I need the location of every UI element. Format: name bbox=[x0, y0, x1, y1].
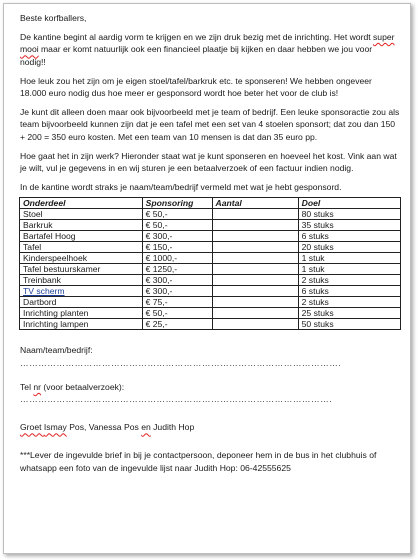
cell-onderdeel: Bartafel Hoog bbox=[20, 231, 143, 242]
name-field-line[interactable] bbox=[20, 344, 400, 368]
cell-sponsoring: € 300,- bbox=[142, 275, 212, 286]
cell-onderdeel: Tafel bestuurskamer bbox=[20, 264, 143, 275]
table-row bbox=[20, 253, 401, 264]
document-page bbox=[3, 3, 411, 554]
cell-aantal[interactable] bbox=[212, 286, 298, 297]
sponsor-paragraph: Hoe leuk zou het zijn om je eigen stoel/tafel/barkruk etc. te sponseren! We hebben ongeveer 18.000 euro nodig dus hoe meer er gesponsord wordt hoe beter het voor de club is! bbox=[20, 75, 372, 99]
cell-sponsoring: € 50,- bbox=[142, 220, 212, 231]
table-row bbox=[20, 231, 401, 242]
cell-doel: 2 stuks bbox=[298, 297, 400, 308]
footnote-instructions: ***Lever de ingevulde brief in bij je contactpersoon, deponeer hem in de bus in het clubhuis of whatsapp een foto van de ingevulde lijst naar Judith Hop: 06-42555625 bbox=[20, 450, 377, 473]
cell-onderdeel: TV scherm bbox=[20, 286, 143, 297]
cell-aantal[interactable] bbox=[212, 209, 298, 220]
cell-aantal[interactable] bbox=[212, 297, 298, 308]
table-header-row bbox=[20, 198, 401, 209]
cell-onderdeel: Kinderspeelhoek bbox=[20, 253, 143, 264]
cell-aantal[interactable] bbox=[212, 253, 298, 264]
phone-field-dots[interactable]: …………………………………………………………………………………………. bbox=[20, 394, 333, 405]
cell-aantal[interactable] bbox=[212, 319, 298, 330]
cell-sponsoring: € 50,- bbox=[142, 308, 212, 319]
cell-onderdeel: Inrichting lampen bbox=[20, 319, 143, 330]
cell-aantal[interactable] bbox=[212, 231, 298, 242]
table-row bbox=[20, 308, 401, 319]
signoff-groet: Groet bbox=[20, 422, 44, 433]
phone-field-line[interactable] bbox=[20, 381, 400, 405]
intro-paragraph bbox=[20, 31, 400, 68]
column-header-doel: Doel bbox=[298, 198, 400, 209]
spelling-flagged-text: super mooi bbox=[20, 32, 395, 55]
cell-doel: 1 stuk bbox=[298, 253, 400, 264]
cell-aantal[interactable] bbox=[212, 220, 298, 231]
cell-doel: 25 stuks bbox=[298, 308, 400, 319]
table-row bbox=[20, 264, 401, 275]
table-row bbox=[20, 242, 401, 253]
cell-onderdeel: Tafel bbox=[20, 242, 143, 253]
how-it-works-paragraph: Hoe gaat het in zijn werk? Hieronder staat wat je kunt sponseren en hoeveel het kost. Vink aan wat je wilt, vul je gegevens in en wij sturen je een betaalverzoek of een factuur indien nodig. bbox=[20, 150, 397, 174]
cell-sponsoring: € 50,- bbox=[142, 209, 212, 220]
cell-doel: 6 stuks bbox=[298, 231, 400, 242]
cell-onderdeel: Stoel bbox=[20, 209, 143, 220]
signoff-judith: Judith Hop bbox=[150, 422, 195, 433]
table-row bbox=[20, 275, 401, 286]
cell-doel: 6 stuks bbox=[298, 286, 400, 297]
signoff-names: Pos, Vanessa Pos bbox=[66, 422, 142, 433]
column-header-sponsoring: Sponsoring bbox=[142, 198, 212, 209]
cell-onderdeel: Dartbord bbox=[20, 297, 143, 308]
intro-text-1: De kantine begint al aardig vorm te krijgen en we zijn druk bezig met de inrichting. Het wordt bbox=[20, 32, 373, 43]
column-header-onderdeel: Onderdeel bbox=[20, 198, 143, 209]
cell-aantal[interactable] bbox=[212, 264, 298, 275]
signoff-ismay: Ismay bbox=[43, 422, 67, 433]
cell-aantal[interactable] bbox=[212, 275, 298, 286]
cell-doel: 35 stuks bbox=[298, 220, 400, 231]
cell-doel: 2 stuks bbox=[298, 275, 400, 286]
team-paragraph: Je kunt dit alleen doen maar ook bijvoorbeeld met je team of bedrijf. Een leuke sponsoractie zou als team bijvoorbeeld kunnen zijn dat je een tafel met een set van 4 stoelen sponsort; dat zou dan 150 + 200 = 350 euro kosten. Met een team van 10 mensen is dat dan 35 euro pp. bbox=[20, 107, 400, 142]
cell-onderdeel: Barkruk bbox=[20, 220, 143, 231]
intro-text-2: maar er komt natuurlijk ook een financieel plaatje bij kijken en daar hebben we jou voor nodig!! bbox=[20, 44, 373, 67]
cell-sponsoring: € 1250,- bbox=[142, 264, 212, 275]
table-row bbox=[20, 209, 401, 220]
sponsor-table bbox=[19, 197, 401, 330]
table-row bbox=[20, 297, 401, 308]
name-field-label: Naam/team/bedrijf: bbox=[20, 345, 93, 356]
column-header-aantal: Aantal bbox=[212, 198, 298, 209]
table-row bbox=[20, 220, 401, 231]
cell-aantal[interactable] bbox=[212, 308, 298, 319]
cell-sponsoring: € 300,- bbox=[142, 286, 212, 297]
cell-onderdeel: Treinbank bbox=[20, 275, 143, 286]
phone-label-prefix: Tel bbox=[20, 381, 34, 392]
cell-aantal[interactable] bbox=[212, 242, 298, 253]
cell-sponsoring: € 25,- bbox=[142, 319, 212, 330]
cell-sponsoring: € 300,- bbox=[142, 231, 212, 242]
table-row bbox=[20, 286, 401, 297]
letter-body bbox=[20, 12, 400, 474]
cell-sponsoring: € 1000,- bbox=[142, 253, 212, 264]
mention-paragraph: In de kantine wordt straks je naam/team/bedrijf vermeld met wat je hebt gesponsord. bbox=[20, 182, 342, 193]
greeting: Beste korfballers, bbox=[20, 13, 87, 23]
cell-doel: 20 stuks bbox=[298, 242, 400, 253]
signoff bbox=[20, 421, 400, 433]
cell-sponsoring: € 150,- bbox=[142, 242, 212, 253]
phone-label-nr: nr bbox=[33, 381, 42, 392]
cell-doel: 1 stuk bbox=[298, 264, 400, 275]
signoff-en: en bbox=[141, 422, 151, 433]
cell-onderdeel: Inrichting planten bbox=[20, 308, 143, 319]
cell-doel: 50 stuks bbox=[298, 319, 400, 330]
cell-doel: 80 stuks bbox=[298, 209, 400, 220]
table-row bbox=[20, 319, 401, 330]
cell-sponsoring: € 75,- bbox=[142, 297, 212, 308]
name-field-dots[interactable]: ……………………………………………………………………………………………. bbox=[20, 357, 342, 368]
phone-label-suffix: (voor betaalverzoek): bbox=[41, 381, 125, 392]
